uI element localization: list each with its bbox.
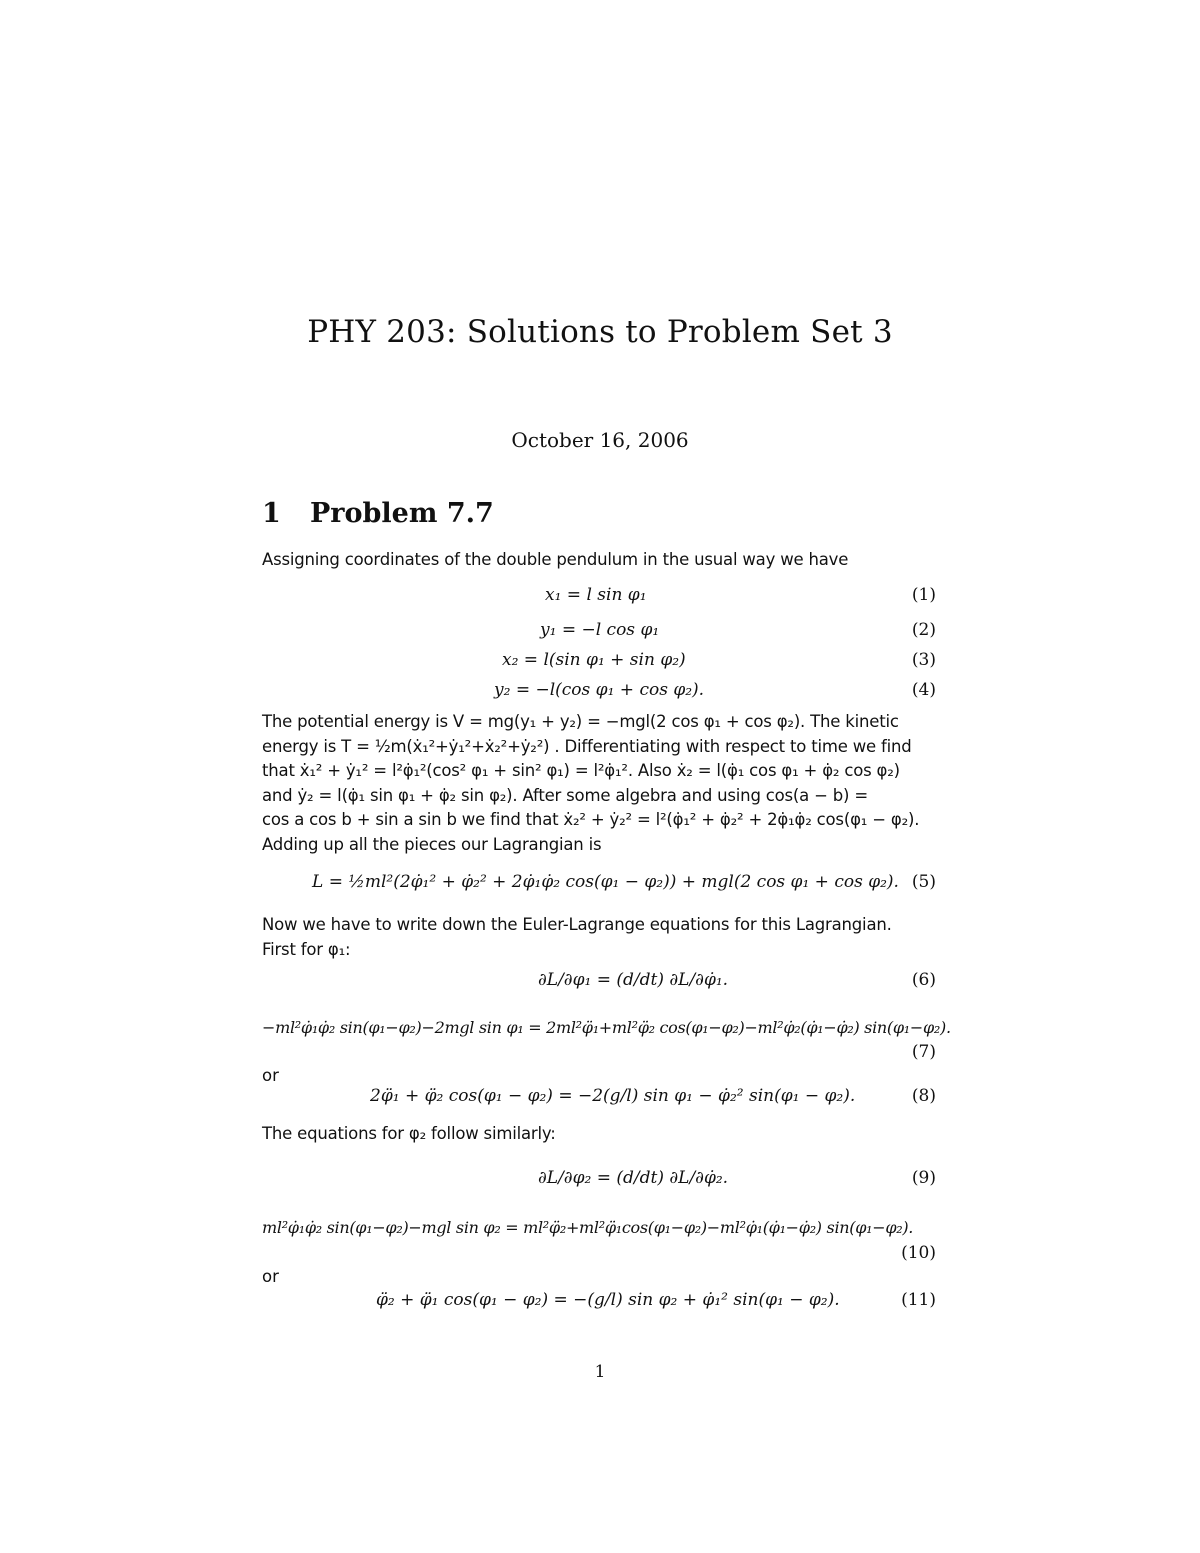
equation-1: x₁ = l sin φ₁ [545,585,647,605]
equation-number-10: (10) [901,1243,936,1263]
text-line: energy is T = ½m(ẋ₁²+ẏ₁²+ẋ₂²+ẏ₂²) . Differentiating with respect to time we find [262,736,912,756]
text-line: that ẋ₁² + ẏ₁² = l²φ̇₁²(cos² φ₁ + sin² φ₁) = l²φ̇₁². Also ẋ₂ = l(φ̇₁ cos φ₁ + φ̇₂ cos φ₂) [262,761,900,780]
equation-number-9: (9) [911,1168,936,1188]
equation-5: L = ½ml²(2φ̇₁² + φ̇₂² + 2φ̇₁φ̇₂ cos(φ₁ − φ₂)) + mgl(2 cos φ₁ + cos φ₂). [312,872,899,892]
text-line: Adding up all the pieces our Lagrangian is [262,834,602,854]
section-number: 1 [262,498,281,529]
page-number: 1 [594,1362,606,1382]
paragraph-euler-lagrange [262,913,938,962]
intro-text: Assigning coordinates of the double pendulum in the usual way we have [262,550,849,569]
or-word: or [262,1267,279,1286]
equation-number-1: (1) [911,585,936,605]
equation-number-7: (7) [911,1042,936,1062]
similar-text: The equations for φ₂ follow similarly: [262,1124,556,1143]
equation-11: φ̈₂ + φ̈₁ cos(φ₁ − φ₂) = −(g/l) sin φ₂ + φ̇₁² sin(φ₁ − φ₂). [376,1290,840,1310]
equation-2: y₁ = −l cos φ₁ [540,620,660,640]
section-heading [262,498,494,529]
equation-8: 2φ̈₁ + φ̈₂ cos(φ₁ − φ₂) = −2(g/l) sin φ₁ − φ̇₂² sin(φ₁ − φ₂). [370,1086,856,1106]
equation-number-8: (8) [911,1086,936,1106]
equation-3: x₂ = l(sin φ₁ + sin φ₂) [502,650,686,670]
text-line: The potential energy is V = mg(y₁ + y₂) = −mgl(2 cos φ₁ + cos φ₂). The kinetic [262,712,899,731]
equation-4: y₂ = −l(cos φ₁ + cos φ₂). [494,680,705,700]
page-title: PHY 203: Solutions to Problem Set 3 [307,314,893,350]
equation-number-4: (4) [911,680,936,700]
equation-number-6: (6) [911,970,936,990]
text-line: cos a cos b + sin a sin b we find that ẋ₂² + ẏ₂² = l²(φ̇₁² + φ̇₂² + 2φ̇₁φ̇₂ cos(φ₁ − φ₂). [262,810,920,829]
paragraph-energy [262,710,938,857]
equation-9: ∂L/∂φ₂ = (d/dt) ∂L/∂φ̇₂. [538,1168,729,1188]
equation-number-11: (11) [901,1290,936,1310]
document-date: October 16, 2006 [511,428,689,452]
section-title: Problem 7.7 [310,498,494,529]
equation-number-5: (5) [911,872,936,892]
text-line: and ẏ₂ = l(φ̇₁ sin φ₁ + φ̇₂ sin φ₂). After some algebra and using cos(a − b) = [262,785,868,805]
equation-10: ml²φ̇₁φ̇₂ sin(φ₁−φ₂)−mgl sin φ₂ = ml²φ̈₂+ml²φ̈₁cos(φ₁−φ₂)−ml²φ̇₁(φ̇₁−φ̇₂) sin(φ₁−φ₂). [262,1218,914,1237]
text-line: First for φ₁: [262,939,351,959]
or-word: or [262,1066,279,1085]
equation-number-3: (3) [911,650,936,670]
equation-7: −ml²φ̇₁φ̇₂ sin(φ₁−φ₂)−2mgl sin φ₁ = 2ml²φ̈₁+ml²φ̈₂ cos(φ₁−φ₂)−ml²φ̇₂(φ̇₁−φ̇₂) sin(φ₁−φ₂). [262,1018,951,1037]
text-line: Now we have to write down the Euler-Lagrange equations for this Lagrangian. [262,915,892,934]
equation-6: ∂L/∂φ₁ = (d/dt) ∂L/∂φ̇₁. [538,970,729,990]
equation-number-2: (2) [911,620,936,640]
